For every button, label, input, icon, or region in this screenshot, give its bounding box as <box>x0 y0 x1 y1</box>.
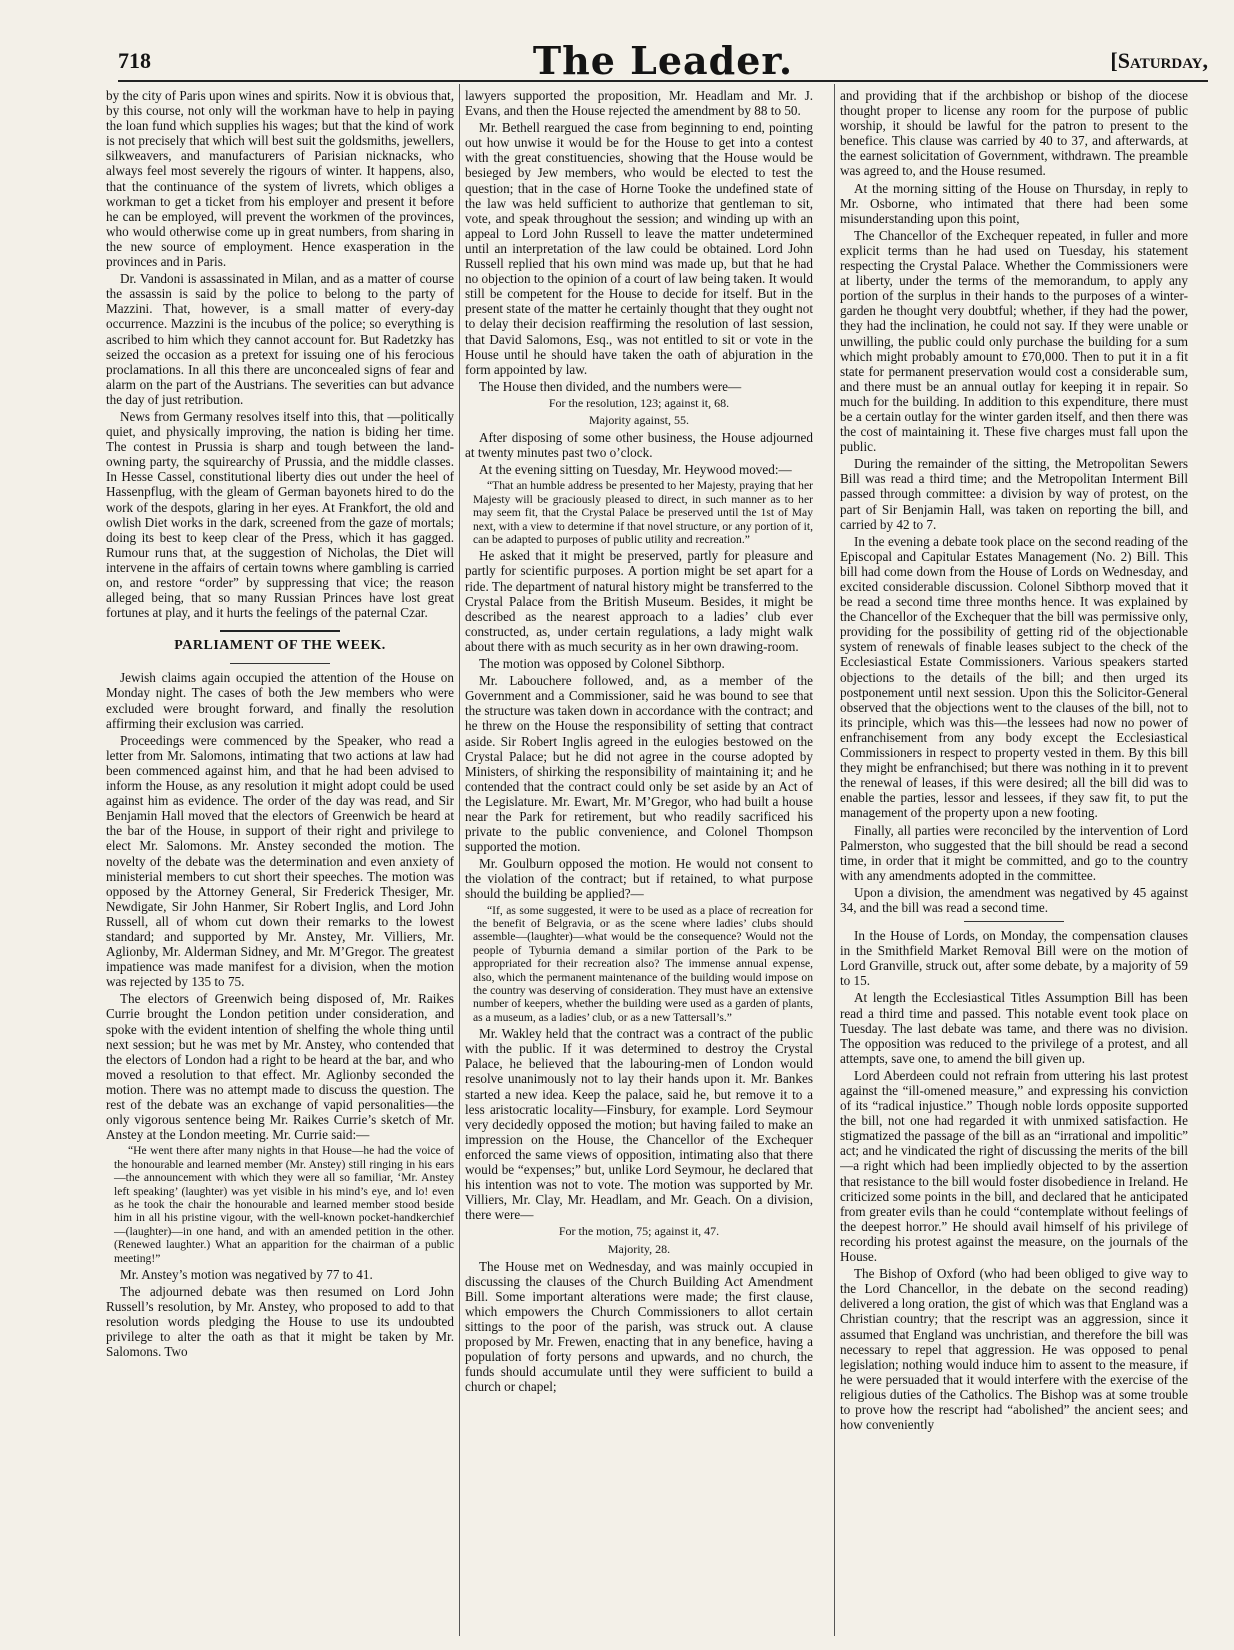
paragraph: The Bishop of Oxford (who had been obliged to give way to the Lord Chancellor, in the debate on the second reading) delivered a long oration, the gist of which was that England was a Christian country; that the rescript was an aggression, since it assumed that England was unchristian, and therefore the bill was necessary to repel that aggression. He was opposed to penal legislation; nothing would induce him to assent to the measure, if he were persuaded that it would interfere with the exercise of the religious duties of the Catholics. The Bishop was at some trouble to prove how the rescript had “abolished” the ancient sees; and how conveniently <box>840 1266 1188 1433</box>
paragraph: lawyers supported the proposition, Mr. Headlam and Mr. J. Evans, and then the House rejected the amendment by 88 to 50. <box>465 88 813 119</box>
column-1 <box>106 88 454 1640</box>
paragraph: Jewish claims again occupied the attention of the House on Monday night. The cases of both the Jew members who were excluded were brought forward, and finally the resolution affirming their exclusion was carried. <box>106 670 454 731</box>
paragraph: Proceedings were commenced by the Speaker, who read a letter from Mr. Salomons, intimating that two actions at law had been commenced against him, and that he had been advised to inform the House, as any resolution it might adopt could be used against him as evidence. The order of the day was read, and Sir Benjamin Hall moved that the electors of Greenwich be heard at the bar of the House, in support of their right and privilege to elect Mr. Salomons. Mr. Anstey seconded the motion. The novelty of the debate was the determination and even anxiety of ministerial members to cut short their speeches. The motion was opposed by the Attorney General, Sir Frederick Thesiger, Mr. Newdigate, Sir John Hanmer, Sir Robert Inglis, and Lord John Russell, all of whom cut down their remarks to the lowest standard; and supported by Mr. Anstey, Mr. Villiers, Mr. Aglionby, Mr. Alderman Sidney, and Mr. M’Gregor. The greatest impatience was made manifest for a division, when the motion was rejected by 135 to 75. <box>106 732 454 990</box>
section-rule <box>230 663 330 664</box>
paragraph: In the House of Lords, on Monday, the compensation clauses in the Smithfield Market Removal Bill were on the motion of Lord Granville, struck out, after some debate, by a majority of 59 to 15. <box>840 928 1188 989</box>
quotation: “He went there after many nights in that House—he had the voice of the honourable and learned member (Mr. Anstey) still ringing in his ears—the announcement with which they were all so familiar, ‘Mr. Anstey left speaking’ (laughter) was yet visible in his mind’s eye, and lo! even as he took the chair the honourable and learned member stood beside him in all his pristine vigour, with the well-known pocket-handkerchief—(laughter)—in one hand, and with an amended petition in the other. (Renewed laughter.) What an apparition for the chairman of a public meeting!” <box>114 1144 454 1265</box>
paragraph: Mr. Labouchere followed, and, as a member of the Government and a Commissioner, said he was bound to see that the structure was taken down in accordance with the contract; and he threw on the House the responsibility of setting that contract aside. Sir Robert Inglis agreed in the eulogies bestowed on the Crystal Palace; but he did not agree in the course adopted by Ministers, of shirking the responsibility of maintaining it; and he contended that the contract could only be set aside by an Act of the Legislature. Mr. Ewart, Mr. M’Gregor, who had built a house near the Park for retirement, but who readily sacrificed his private to the public convenience, and Colonel Thompson supported the motion. <box>465 673 813 855</box>
paragraph: At length the Ecclesiastical Titles Assumption Bill has been read a third time and passed. This notable event took place on Tuesday. The last debate was tame, and there was no division. The opposition was reduced to the privilege of a protest, and all attempts, save one, to amend the bill given up. <box>840 990 1188 1066</box>
quotation: “If, as some suggested, it were to be used as a place of recreation for the benefit of Belgravia, or as the scene where ladies’ clubs should assemble—(laughter)—what would be the consequence? Would not the people of Tyburnia demand a similar portion of the Park to be appropriated for their recreation also? The immense annual expense, also, which the permanent maintenance of the building would impose on the country was deserving of consideration. They must have an extensive number of keepers, whether the building were used as a garden of plants, as a museum, as a ladies’ club, or as a new Tattersall’s.” <box>473 903 813 1024</box>
paragraph: The adjourned debate was then resumed on Lord John Russell’s resolution, by Mr. Anstey, who proposed to add to that resolution words pledging the House to use its undoubted privilege to alter the oath as that it might be taken by Mr. Salomons. Two <box>106 1284 454 1360</box>
paragraph: At the evening sitting on Tuesday, Mr. Heywood moved:— <box>479 462 792 478</box>
paragraph: Mr. Anstey’s motion was negatived by 77 to 41. <box>120 1266 373 1282</box>
day-label: [Saturday, <box>1110 48 1208 73</box>
paragraph: News from Germany resolves itself into this, that —politically quiet, and physically improving, the nation is biding her time. The contest in Prussia is sharp and tough between the land-owning party, the squirearchy of Prussia, and the middle classes. In Hesse Cassel, constitutional liberty dies out under the heel of Hassenpflug, with the gleam of German bayonets hired to do the work of the despots, glaring in her eyes. At Frankfort, the old and owlish Diet works in the dark, screened from the gaze of mortals; doing its best to keep clear of the Press, which it has gagged. Rumour runs that, at the suggestion of Nicholas, the Diet will intervene in the affairs of certain towns where gambling is carried on, and restore “order” by suppressing that vice; the reason alleged being, that so many Russian Princes have lost great fortunes at play, and it hurts the feelings of the paternal Czar. <box>106 408 454 621</box>
paragraph: At the morning sitting of the House on Thursday, in reply to Mr. Osborne, who intimated that there had been some misunderstanding upon this point, <box>840 180 1188 226</box>
vote-majority: Majority, 28. <box>607 1241 671 1256</box>
vote-result: For the motion, 75; against it, 47. <box>558 1224 720 1239</box>
paragraph: by the city of Paris upon wines and spirits. Now it is obvious that, by this course, not only will the workman have to help in paying the loan fund which supplies his wages; but that the kind of work is not precisely that which will best suit the goldsmiths, jewellers, silkweavers, and manufacturers of Parisian nicknacks, who always feel most severely the rigours of winter. It happens, also, that the continuance of the system of livrets, which obliges a workman to get a ticket from his employer and present it before he can be employed, will prevent the workmen of the provinces, who would otherwise come up in great numbers, from sharing in the new source of employment. Hence exasperation in the provinces and in Paris. <box>106 88 454 270</box>
paragraph: The House then divided, and the numbers were— <box>479 378 742 394</box>
paragraph: Lord Aberdeen could not refrain from uttering his last protest against the “ill-omened measure,” and expressing his conviction of its “radical injustice.” Though noble lords opposite supported the bill, not one had regarded it with unmixed satisfaction. He stigmatized the passage of the bill as an “irrational and impolitic” act; and he vindicated the right of discussing the merits of the bill—a right which had been impliedly objected to by the assertion that resistance to the bill would foster disobedience in Ireland. He criticized some points in the bill, and declared that he anticipated from greater evils than he could “contemplate without feelings of the deepest horror.” He should avail himself of his privilege of recording his protest against the measure, on the journals of the House. <box>840 1067 1188 1265</box>
paragraph: Finally, all parties were reconciled by the intervention of Lord Palmerston, who suggested that the bill should be read a second time, in order that it might be committed, and go to the country with any amendments adopted in the committee. <box>840 822 1188 883</box>
header-rule <box>118 80 1208 82</box>
column-2 <box>465 88 813 1640</box>
paragraph: Dr. Vandoni is assassinated in Milan, and as a matter of course the assassin is said by the police to belong to the party of Mazzini. That, however, is a small matter of every-day occurrence. Mazzini is the incubus of the police; so everything is ascribed to him which they cannot account for. But Radetzky has seized the occasion as a pretext for issuing one of his ferocious proclamations. In all this there are unconcealed signs of fear and alarm on the part of the Austrians. The severities can but advance the day of just retribution. <box>106 271 454 407</box>
section-heading: PARLIAMENT OF THE WEEK. <box>174 638 386 654</box>
column-divider <box>834 84 835 1636</box>
column-divider <box>459 84 460 1636</box>
vote-majority: Majority against, 55. <box>589 412 689 427</box>
paragraph: and providing that if the archbishop or bishop of the diocese thought proper to license any room for the purpose of public worship, it should be lawful for the patron to present to the benefice. This clause was carried by 40 to 37, and afterwards, at the earnest solicitation of Government, withdrawn. The preamble was agreed to, and the House resumed. <box>840 88 1188 179</box>
paragraph: The electors of Greenwich being disposed of, Mr. Raikes Currie brought the London petition under consideration, and spoke with the evident intention of shelfing the whole thing until next session; but he was met by Mr. Anstey, who contended that the electors of London had a right to be heard at the bar, and who moved a resolution to that effect. Mr. Aglionby seconded the motion. There was no attempt made to discuss the question. The rest of the debate was an exchange of vapid personalities—the only vigorous sentence being Mr. Raikes Currie’s sketch of Mr. Anstey at the London meeting. Mr. Currie said:— <box>106 991 454 1143</box>
vote-result: For the resolution, 123; against it, 68. <box>548 395 730 410</box>
paragraph: After disposing of some other business, the House adjourned at twenty minutes past two o’clock. <box>465 430 813 461</box>
paragraph: Mr. Goulburn opposed the motion. He would not consent to the violation of the contract; but if retained, to what purpose should the building be applied?— <box>465 856 813 902</box>
section-rule <box>964 921 1064 922</box>
paragraph: During the remainder of the sitting, the Metropolitan Sewers Bill was read a third time; and the Metropolitan Interment Bill passed through committee: a division by way of protest, on the part of Sir Benjamin Hall, was taken on reporting the bill, and carried by 42 to 7. <box>840 456 1188 532</box>
paragraph: Mr. Wakley held that the contract was a contract of the public with the public. If it was determined to destroy the Crystal Palace, he believed that the labouring-men of London would resolve unanimously not to lay their hands upon it. Mr. Bankes started a new idea. Keep the palace, said he, but remove it to a less aristocratic locality—Finsbury, for example. Lord Seymour very decidedly opposed the motion; but having failed to make an impression on the House, the Chancellor of the Exchequer enforced the same views of opposition, intimating also that there would be “expenses;” but, unlike Lord Seymour, he declared that his intention was not to vote. The motion was supported by Mr. Villiers, Mr. Clay, Mr. Headlam, and Mr. Geach. On a division, there were— <box>465 1026 813 1223</box>
section-rule <box>220 630 340 632</box>
page-number: 718 <box>118 48 151 73</box>
column-3 <box>840 88 1188 1640</box>
paragraph: The motion was opposed by Colonel Sibthorp. <box>479 656 725 672</box>
paragraph: The Chancellor of the Exchequer repeated, in fuller and more explicit terms than he had used on Tuesday, his statement respecting the Crystal Palace. Whether the Commissioners were at liberty, under the terms of the memorandum, to apply any portion of the surplus in their hands to the purposes of a winter-garden he thought very doubtful; whether, if they had the power, they had the inclination, he could not say. If they were unable or unwilling, the public could only purchase the building for a sum which might probably amount to £70,000. Then to put it in a fit state for permanent preservation would cost a considerable sum, and there must be an annual outlay for keeping it in repair. So much for the building. In addition to this expenditure, there must be a certain outlay for the winter garden itself, and then there was the cost of maintaining it. These five charges must fall upon the public. <box>840 227 1188 455</box>
paragraph: The House met on Wednesday, and was mainly occupied in discussing the clauses of the Church Building Act Amendment Bill. Some important alterations were made; the first clause, which empowers the Church Commissioners to allot certain sittings to the poor of the parish, was struck out. A clause proposed by Mr. Frewen, enacting that in any benefice, having a population of forty persons and upwards, and no church, the funds should accumulate until they were sufficient to build a church or chapel; <box>465 1258 813 1395</box>
paragraph: Mr. Bethell reargued the case from beginning to end, pointing out how unwise it would be for the House to get into a contest with the great constituencies, showing that the House would be besieged by Jew members, who would be elected to test the question; that in the case of Horne Tooke the undefined state of the law was held sufficient to authorize that gentleman to sit, vote, and speak throughout the session; and winding up with an appeal to Lord John Russell to leave the matter undetermined until an interpretation of the law could be obtained. Lord John Russell replied that his own mind was made up, but that he had no objection to the opinion of a court of law being taken. It would still be competent for the House to decide for itself. But in the present state of the matter he certainly thought that they ought not to delay their decision reaffirming the resolution of last session, that David Salomons, Esq., was not entitled to sit or vote in the House until he should have taken the oath of abjuration in the form appointed by law. <box>465 120 813 377</box>
quotation: “That an humble address be presented to her Majesty, praying that her Majesty will be graciously pleased to direct, in such manner as to her may seem fit, that the Crystal Palace be preserved until the 1st of May next, with a view to determine if that novel structure, or any portion of it, can be adapted to purposes of public utility and recreation.” <box>473 479 813 546</box>
masthead-title: The Leader. <box>532 38 794 83</box>
paragraph: In the evening a debate took place on the second reading of the Episcopal and Capitular Estates Management (No. 2) Bill. This bill had come down from the House of Lords on Wednesday, and excited considerable discussion. Colonel Sibthorp moved that it be read a second time three months hence. It was explained by the Chancellor of the Exchequer that the bill was permissive only, providing for the possibility of getting rid of the objectionable system of renewals of finable leases subject to the check of the Ecclesiastical Estate Commissioners. Various speakers started objections to the details of the bill; and then urged its postponement until next session. Upon this the Solicitor-General observed that the objections went to the clauses of the bill, not to its principle, which was this—the lessees had now no power of enfranchisement from any body except the Ecclesiastical Commissioners in respect to property vested in them. By this bill they might be enfranchised; but there was nothing in it to prevent the renewal of leases, if this were desired; all the bill did was to enable the parties, lessor and lessees, if they saw fit, to put the management of the property upon a new footing. <box>840 533 1188 821</box>
paragraph: Upon a division, the amendment was negatived by 45 against 34, and the bill was read a second time. <box>840 884 1188 915</box>
paragraph: He asked that it might be preserved, partly for pleasure and partly for scientific purposes. A portion might be set apart for a ride. The department of natural history might be transferred to the Crystal Palace from the British Museum. Besides, it might be described as the nearest approach to a ladies’ club ever constructed, as, under certain regulations, a lady might walk about there with as much security as in her own drawing-room. <box>465 548 813 654</box>
